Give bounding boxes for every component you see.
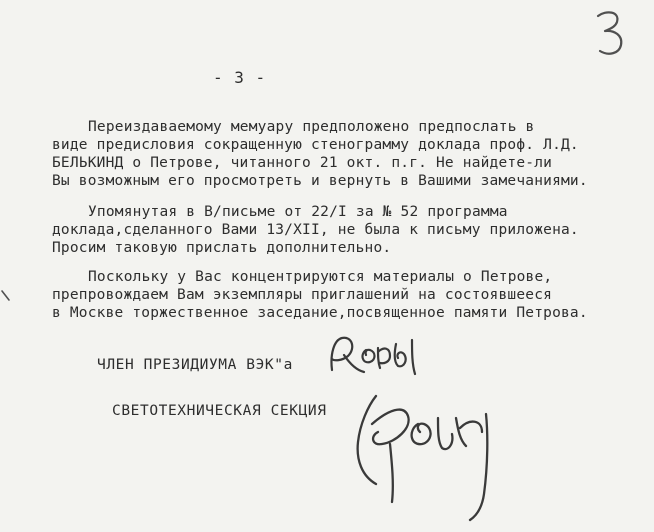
typed-page-number: - 3 - [213, 68, 267, 87]
paragraph-line: доклада,сделанного Вами 13/XII, не была к письму приложена. [52, 222, 579, 238]
margin-mark [0, 288, 12, 304]
paragraph-line: Вы возможным его просмотреть и вернуть в Вашими замечаниями. [52, 173, 588, 189]
paragraph-line: Упомянутая в В/письме от 22/I за № 52 программа [88, 204, 508, 220]
handwritten-page-number [590, 8, 630, 58]
paragraph-line: виде предисловия сокращенную стенограмму доклада проф. Л.Д. [52, 137, 579, 153]
signature-label-lighting-section: СВЕТОТЕХНИЧЕСКАЯ СЕКЦИЯ [112, 403, 327, 419]
signature-label-presidium: ЧЛЕН ПРЕЗИДИУМА ВЭК"а [97, 357, 293, 373]
handwritten-signature-2 [342, 384, 512, 524]
handwritten-signature-1 [320, 330, 440, 382]
paragraph-line: Поскольку у Вас концентрируются материалы о Петрове, [88, 269, 553, 285]
paragraph-line: Просим таковую прислать дополнительно. [52, 240, 392, 256]
paragraph-line: Переиздаваемому мемуару предположено предпослать в [88, 119, 535, 135]
paragraph-line: в Москве торжественное заседание,посвященное памяти Петрова. [52, 305, 588, 321]
paragraph-line: препровождаем Вам экземпляры приглашений на состоявшееся [52, 287, 553, 303]
paragraph-line: БЕЛЬКИНД о Петрове, читанного 21 окт. п.г. Не найдете-ли [52, 155, 553, 171]
